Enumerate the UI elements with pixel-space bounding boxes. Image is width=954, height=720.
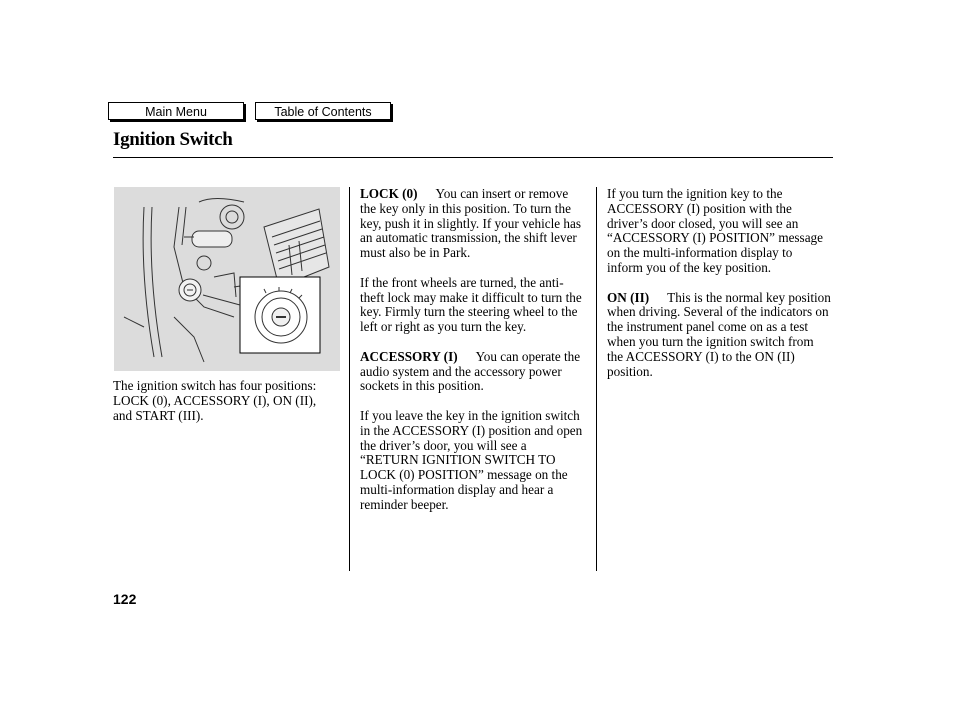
title-rule (113, 157, 833, 158)
column-right (607, 187, 831, 394)
on-text: This is the normal key position when driving. Several of the indicators on the instrument panel come on as a test when you turn the ignition switch from the ACCESSORY (I) to the ON (II) position. (607, 289, 831, 379)
accessory-message-paragraph: If you turn the ignition key to the ACCESSORY (I) position with the driver’s door closed, you will see an “ACCESSORY (I) POSITION” message on the multi-information display to inform you of the key position. (607, 186, 823, 275)
lock-paragraph (360, 187, 586, 261)
leave-key-paragraph: If you leave the key in the ignition switch in the ACCESSORY (I) position and open the driver’s door, you will see a “RETURN IGNITION SWITCH TO LOCK (0) POSITION” message on the multi-information display and hear a reminder beeper. (360, 407, 583, 512)
on-paragraph (607, 291, 831, 380)
page-title: Ignition Switch (113, 129, 233, 150)
lock-text: You can insert or remove the key only in this position. To turn the key, push it in slightly. If your vehicle has an automatic transmission, the shift lever must also be in Park. (360, 186, 581, 261)
accessory-paragraph (360, 350, 586, 394)
antitheft-paragraph: If the front wheels are turned, the anti-theft lock may make it difficult to turn the key. Firmly turn the steering wheel to the left or right as you turn the key. (360, 274, 582, 335)
ignition-switch-icon (114, 187, 340, 371)
page-number: 122 (113, 591, 137, 607)
table-of-contents-button[interactable]: Table of Contents (255, 102, 391, 120)
column-left (113, 379, 338, 438)
on-term: ON (II) (607, 289, 650, 305)
column-divider-right (596, 187, 597, 571)
main-menu-button[interactable]: Main Menu (108, 102, 244, 120)
column-divider-left (349, 187, 350, 571)
accessory-text: You can operate the audio system and the accessory power sockets in this position. (360, 348, 581, 394)
lock-term: LOCK (0) (360, 186, 418, 201)
column-middle (360, 187, 586, 527)
ignition-switch-illustration (114, 187, 340, 371)
accessory-term: ACCESSORY (I) (360, 348, 458, 364)
intro-paragraph: The ignition switch has four positions: LOCK (0), ACCESSORY (I), ON (II), and START (III). (113, 378, 317, 423)
